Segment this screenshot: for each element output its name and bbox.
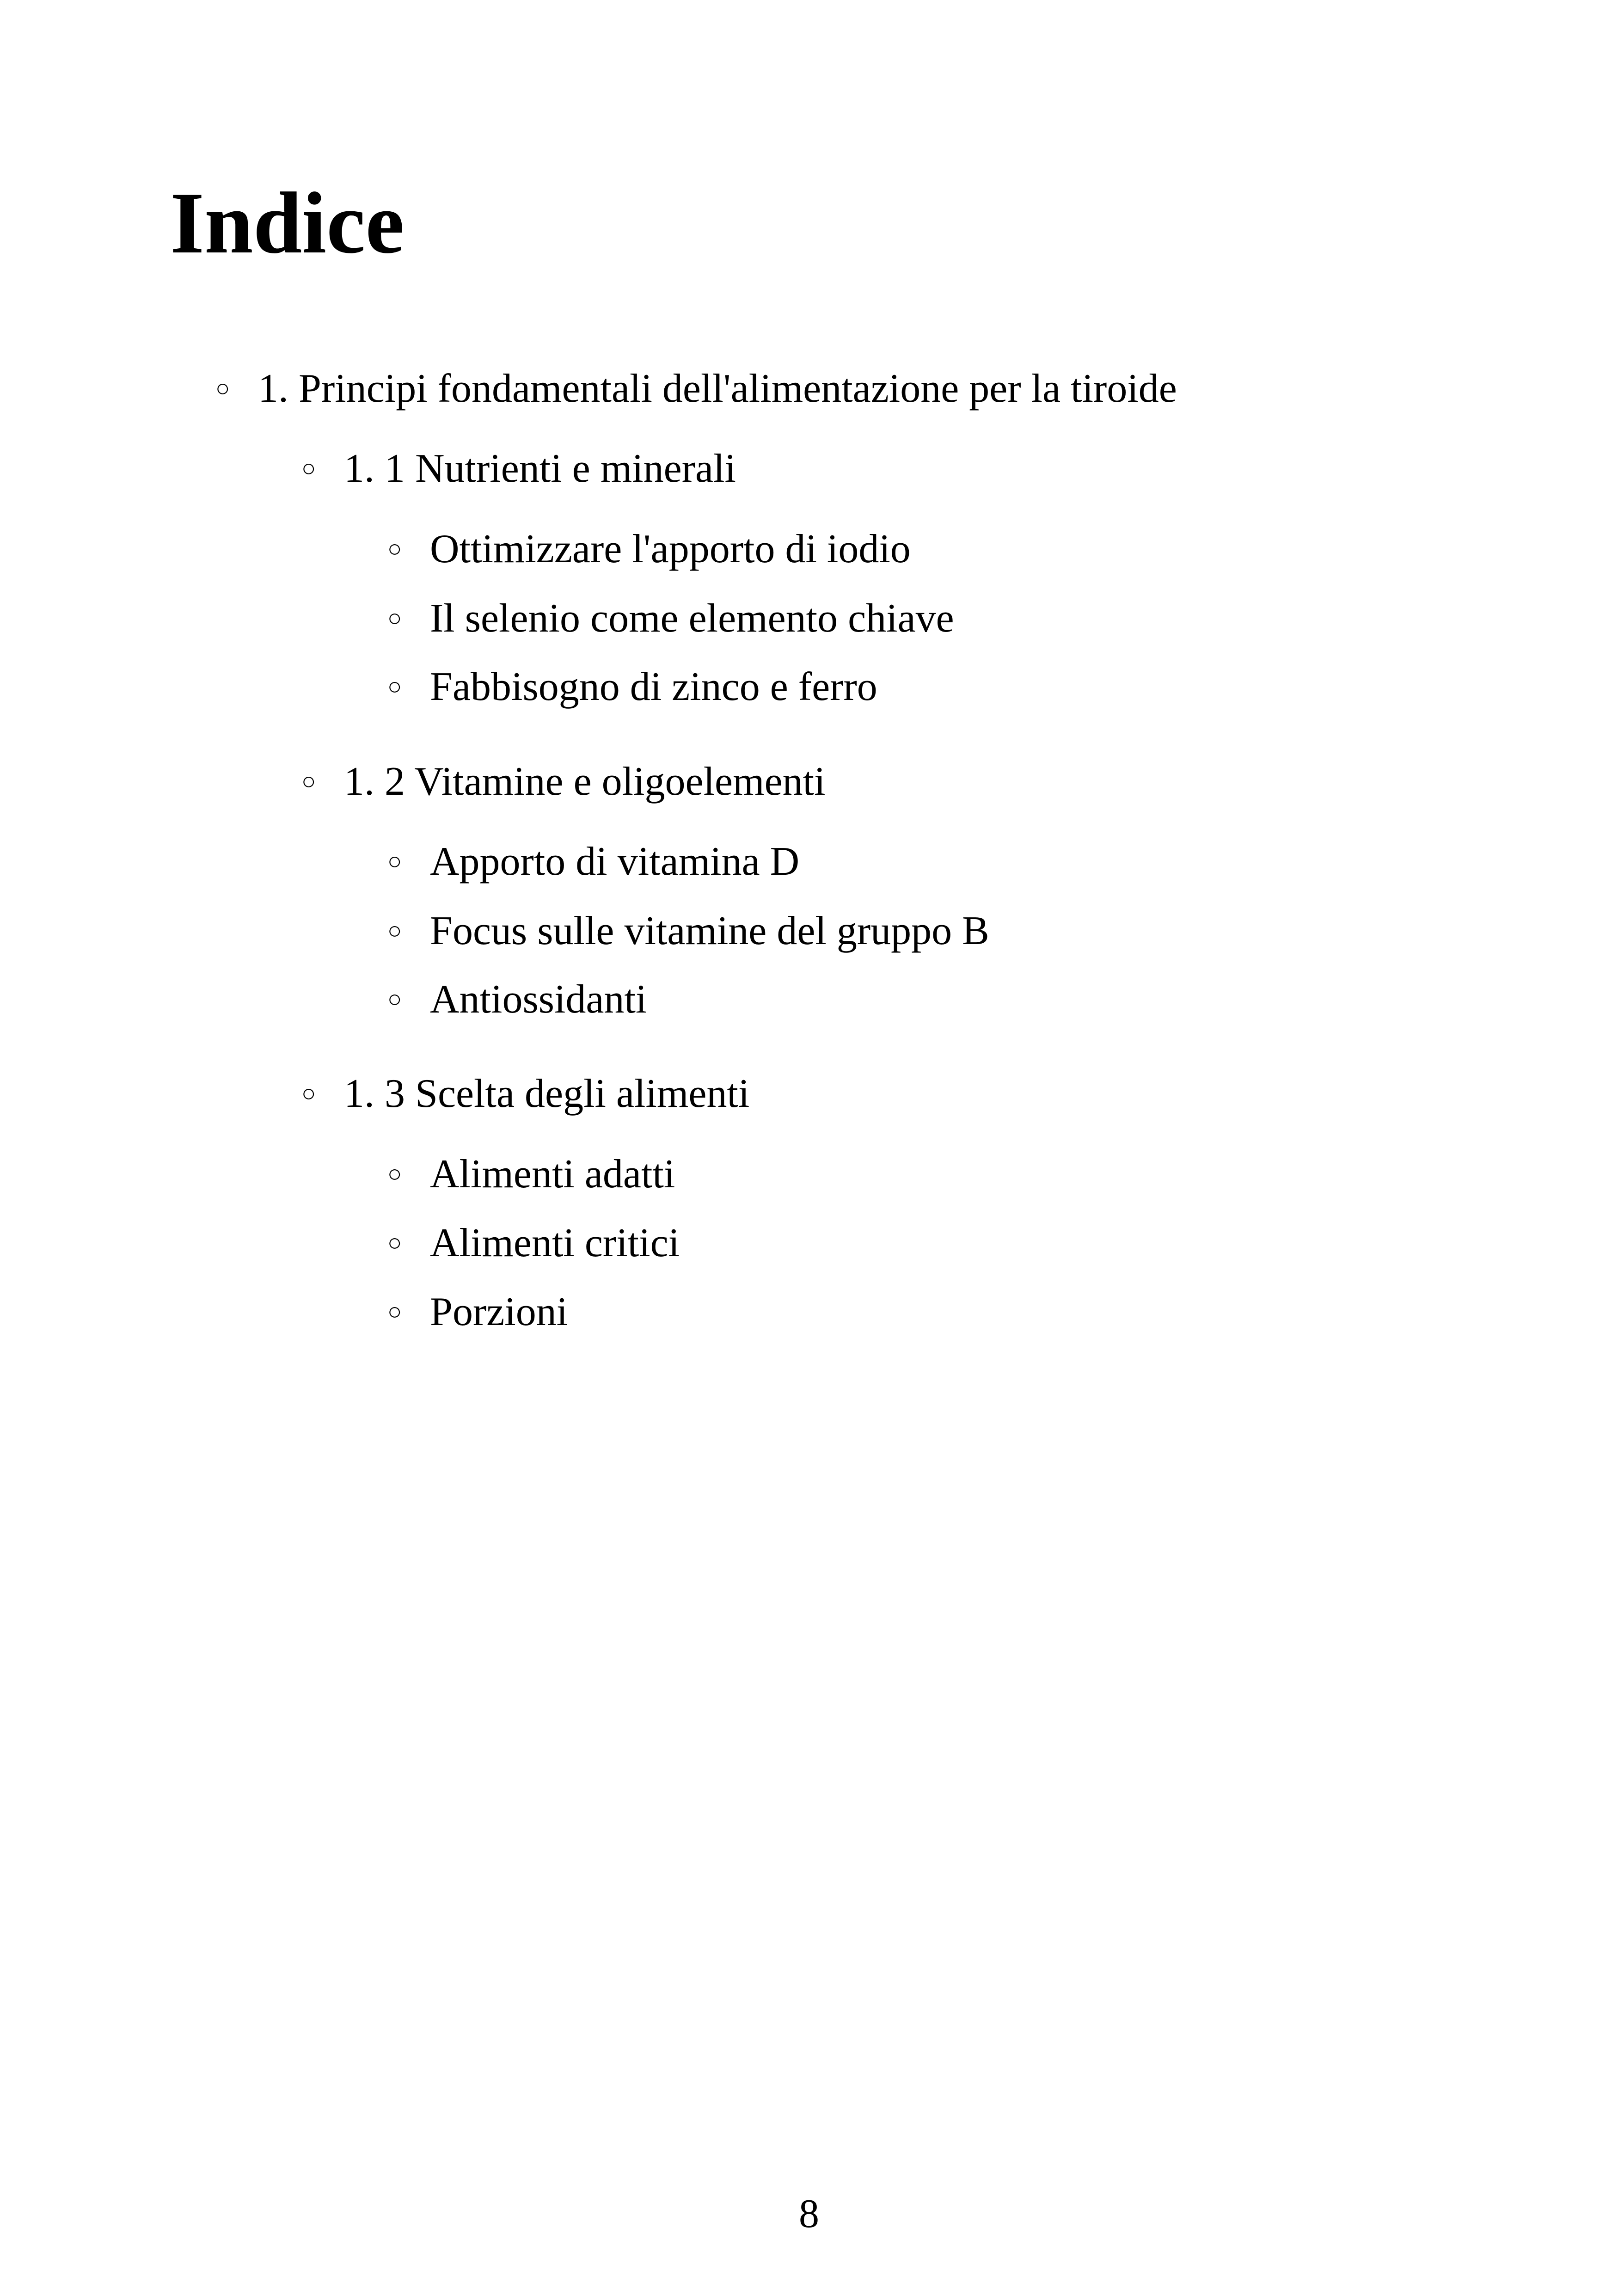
page-number: 8 <box>799 2192 819 2236</box>
toc-section-1-3[interactable] <box>301 1071 750 1116</box>
toc-subitem-label: Apporto di vitamina D <box>430 839 800 884</box>
toc-subitem[interactable] <box>387 1289 568 1334</box>
toc-subitem[interactable] <box>387 598 954 639</box>
toc-subitem-label: Porzioni <box>430 1289 568 1334</box>
circle-bullet-icon: ○ <box>301 455 316 482</box>
circle-bullet-icon: ○ <box>387 605 402 632</box>
toc-section-1-1[interactable] <box>301 448 736 489</box>
toc-subitem[interactable] <box>387 664 877 709</box>
toc-subitem-label: Fabbisogno di zinco e ferro <box>430 664 877 709</box>
circle-bullet-icon: ○ <box>387 848 402 875</box>
page-title: Indice <box>170 175 404 272</box>
toc-subitem-label: Alimenti adatti <box>430 1152 675 1197</box>
toc-subitem-label: Focus sulle vitamine del gruppo B <box>430 909 989 953</box>
toc-subitem[interactable] <box>387 911 989 952</box>
toc-subitem[interactable] <box>387 1154 675 1195</box>
circle-bullet-icon: ○ <box>387 1161 402 1187</box>
toc-subitem[interactable] <box>387 529 911 570</box>
toc-section-label: 1. 2 Vitamine e oligoelementi <box>344 759 826 804</box>
toc-chapter-label: 1. Principi fondamentali dell'alimentazione per la tiroide <box>258 366 1177 411</box>
circle-bullet-icon: ○ <box>387 1230 402 1256</box>
circle-bullet-icon: ○ <box>215 375 230 402</box>
circle-bullet-icon: ○ <box>387 674 402 700</box>
toc-subitem-label: Alimenti critici <box>430 1221 680 1265</box>
toc-subitem-label: Antiossidanti <box>430 977 647 1022</box>
toc-subitem[interactable] <box>387 841 799 882</box>
toc-subitem-label: Il selenio come elemento chiave <box>430 596 954 641</box>
circle-bullet-icon: ○ <box>387 986 402 1013</box>
toc-subitem-label: Ottimizzare l'apporto di iodio <box>430 527 911 571</box>
toc-section-label: 1. 1 Nutrienti e minerali <box>344 446 736 491</box>
toc-subitem[interactable] <box>387 1223 680 1264</box>
toc-chapter-1[interactable] <box>215 368 1177 409</box>
toc-subitem[interactable] <box>387 979 647 1020</box>
circle-bullet-icon: ○ <box>301 768 316 795</box>
circle-bullet-icon: ○ <box>387 918 402 944</box>
circle-bullet-icon: ○ <box>301 1080 316 1107</box>
toc-section-1-2[interactable] <box>301 761 826 802</box>
circle-bullet-icon: ○ <box>387 536 402 562</box>
toc-section-label: 1. 3 Scelta degli alimenti <box>344 1071 750 1116</box>
circle-bullet-icon: ○ <box>387 1299 402 1325</box>
